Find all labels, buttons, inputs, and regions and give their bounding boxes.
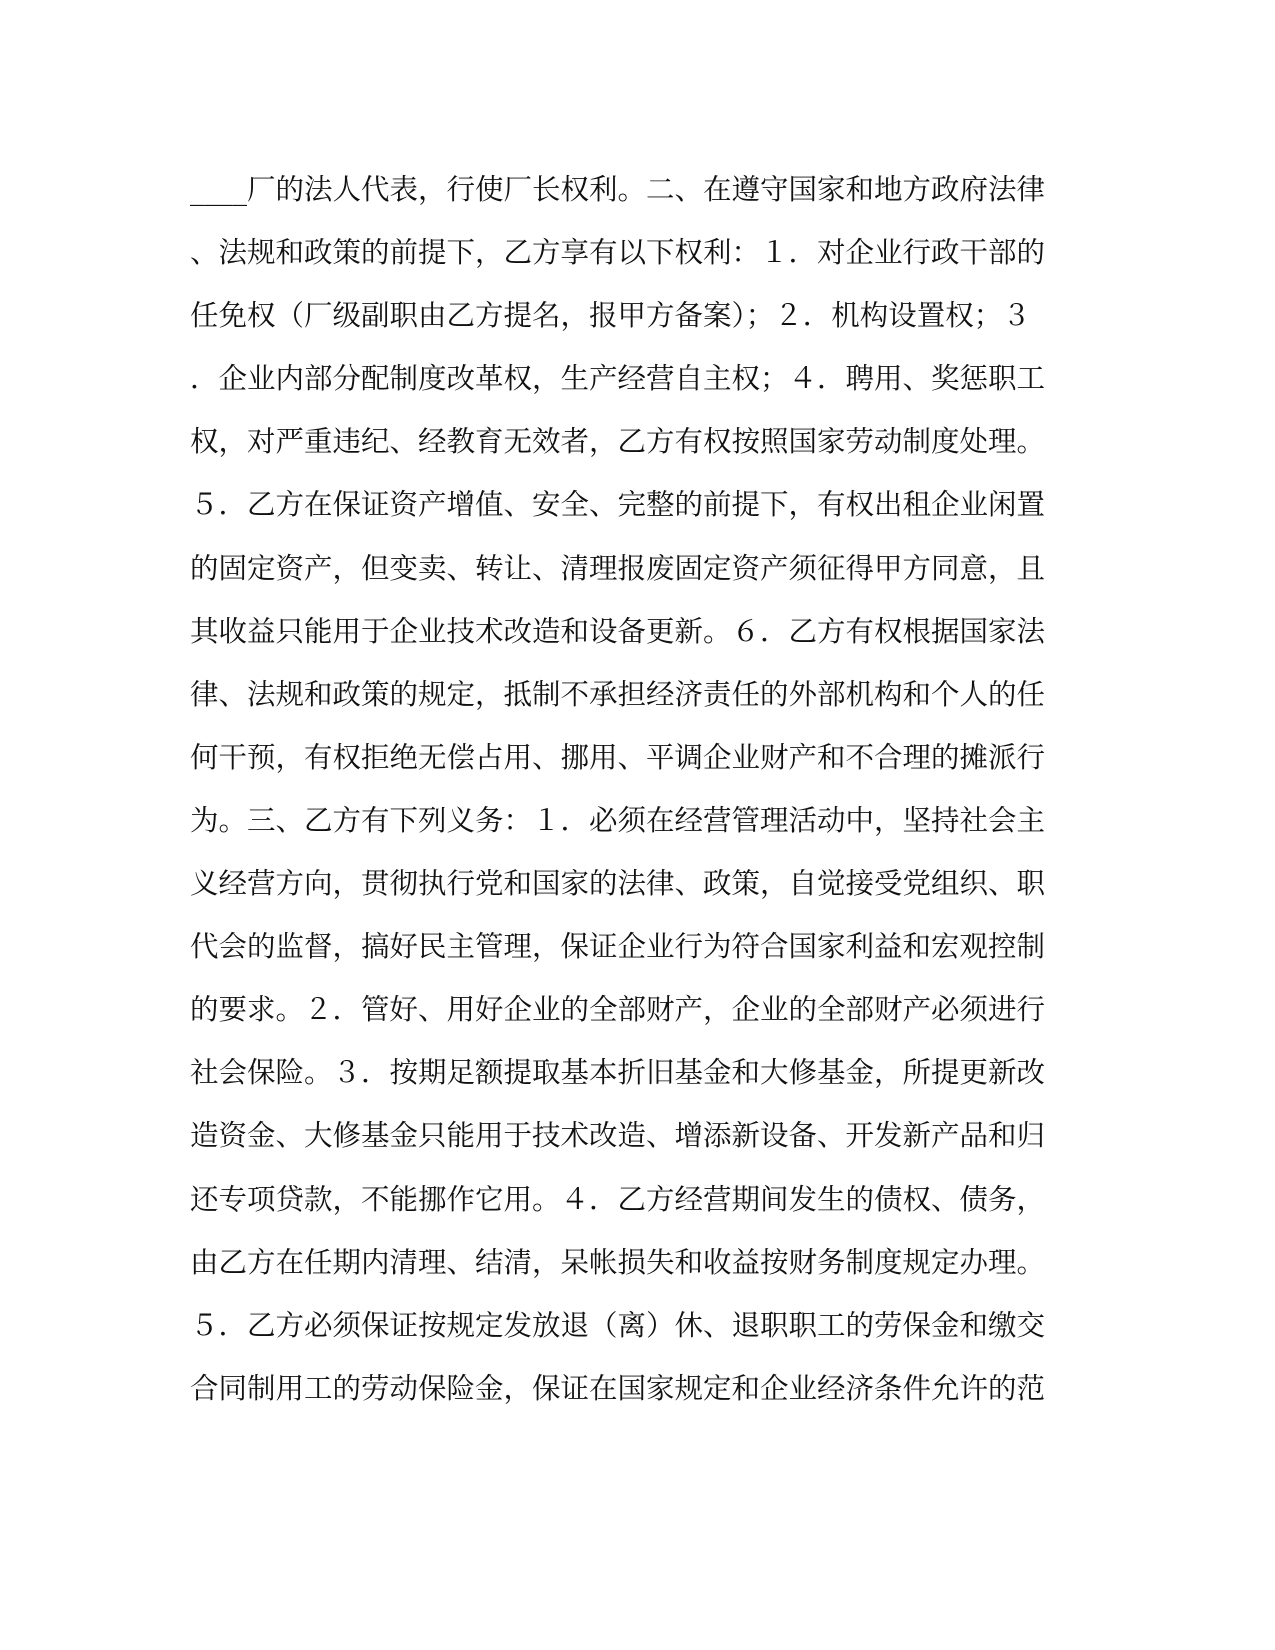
- text-line: 的要求。２．管好、用好企业的全部财产，企业的全部财产必须进行: [190, 993, 1046, 1027]
- text-line: 为。三、乙方有下列义务：１．必须在经营管理活动中，坚持社会主: [190, 803, 1046, 837]
- text-line: 还专项贷款，不能挪作它用。４．乙方经营期间发生的债权、债务，: [190, 1182, 1046, 1216]
- text-line: 义经营方向，贯彻执行党和国家的法律、政策，自觉接受党组织、职: [190, 867, 1046, 901]
- text-line: 任免权（厂级副职由乙方提名，报甲方备案）；２．机构设置权；３: [190, 299, 1031, 333]
- text-line: 、法规和政策的前提下，乙方享有以下权利：１．对企业行政干部的: [190, 236, 1046, 270]
- text-line: 造资金、大修基金只能用于技术改造、增添新设备、开发新产品和归: [190, 1119, 1046, 1153]
- document-body: [190, 158, 1070, 1420]
- text-line: ____厂的法人代表，行使厂长权利。二、在遵守国家和地方政府法律: [190, 173, 1046, 206]
- text-line: ．企业内部分配制度改革权，生产经营自主权；４．聘用、奖惩职工: [190, 362, 1046, 396]
- text-line: 权，对严重违纪、经教育无效者，乙方有权按照国家劳动制度处理。: [190, 425, 1046, 459]
- text-line: 的固定资产，但变卖、转让、清理报废固定资产须征得甲方同意，且: [190, 551, 1046, 585]
- text-line: 何干预，有权拒绝无偿占用、挪用、平调企业财产和不合理的摊派行: [190, 740, 1046, 774]
- text-line: 由乙方在任期内清理、结清，呆帐损失和收益按财务制度规定办理。: [190, 1245, 1046, 1279]
- text-line: ５．乙方在保证资产增值、安全、完整的前提下，有权出租企业闲置: [190, 488, 1046, 522]
- text-line: 律、法规和政策的规定，抵制不承担经济责任的外部机构和个人的任: [190, 677, 1046, 711]
- text-line: 社会保险。３．按期足额提取基本折旧基金和大修基金，所提更新改: [190, 1056, 1046, 1090]
- text-line: 合同制用工的劳动保险金，保证在国家规定和企业经济条件允许的范: [190, 1371, 1046, 1405]
- text-line: 代会的监督，搞好民主管理，保证企业行为符合国家利益和宏观控制: [190, 930, 1046, 964]
- text-line: ５．乙方必须保证按规定发放退（离）休、退职职工的劳保金和缴交: [190, 1308, 1046, 1342]
- text-line: 其收益只能用于企业技术改造和设备更新。６．乙方有权根据国家法: [190, 614, 1046, 648]
